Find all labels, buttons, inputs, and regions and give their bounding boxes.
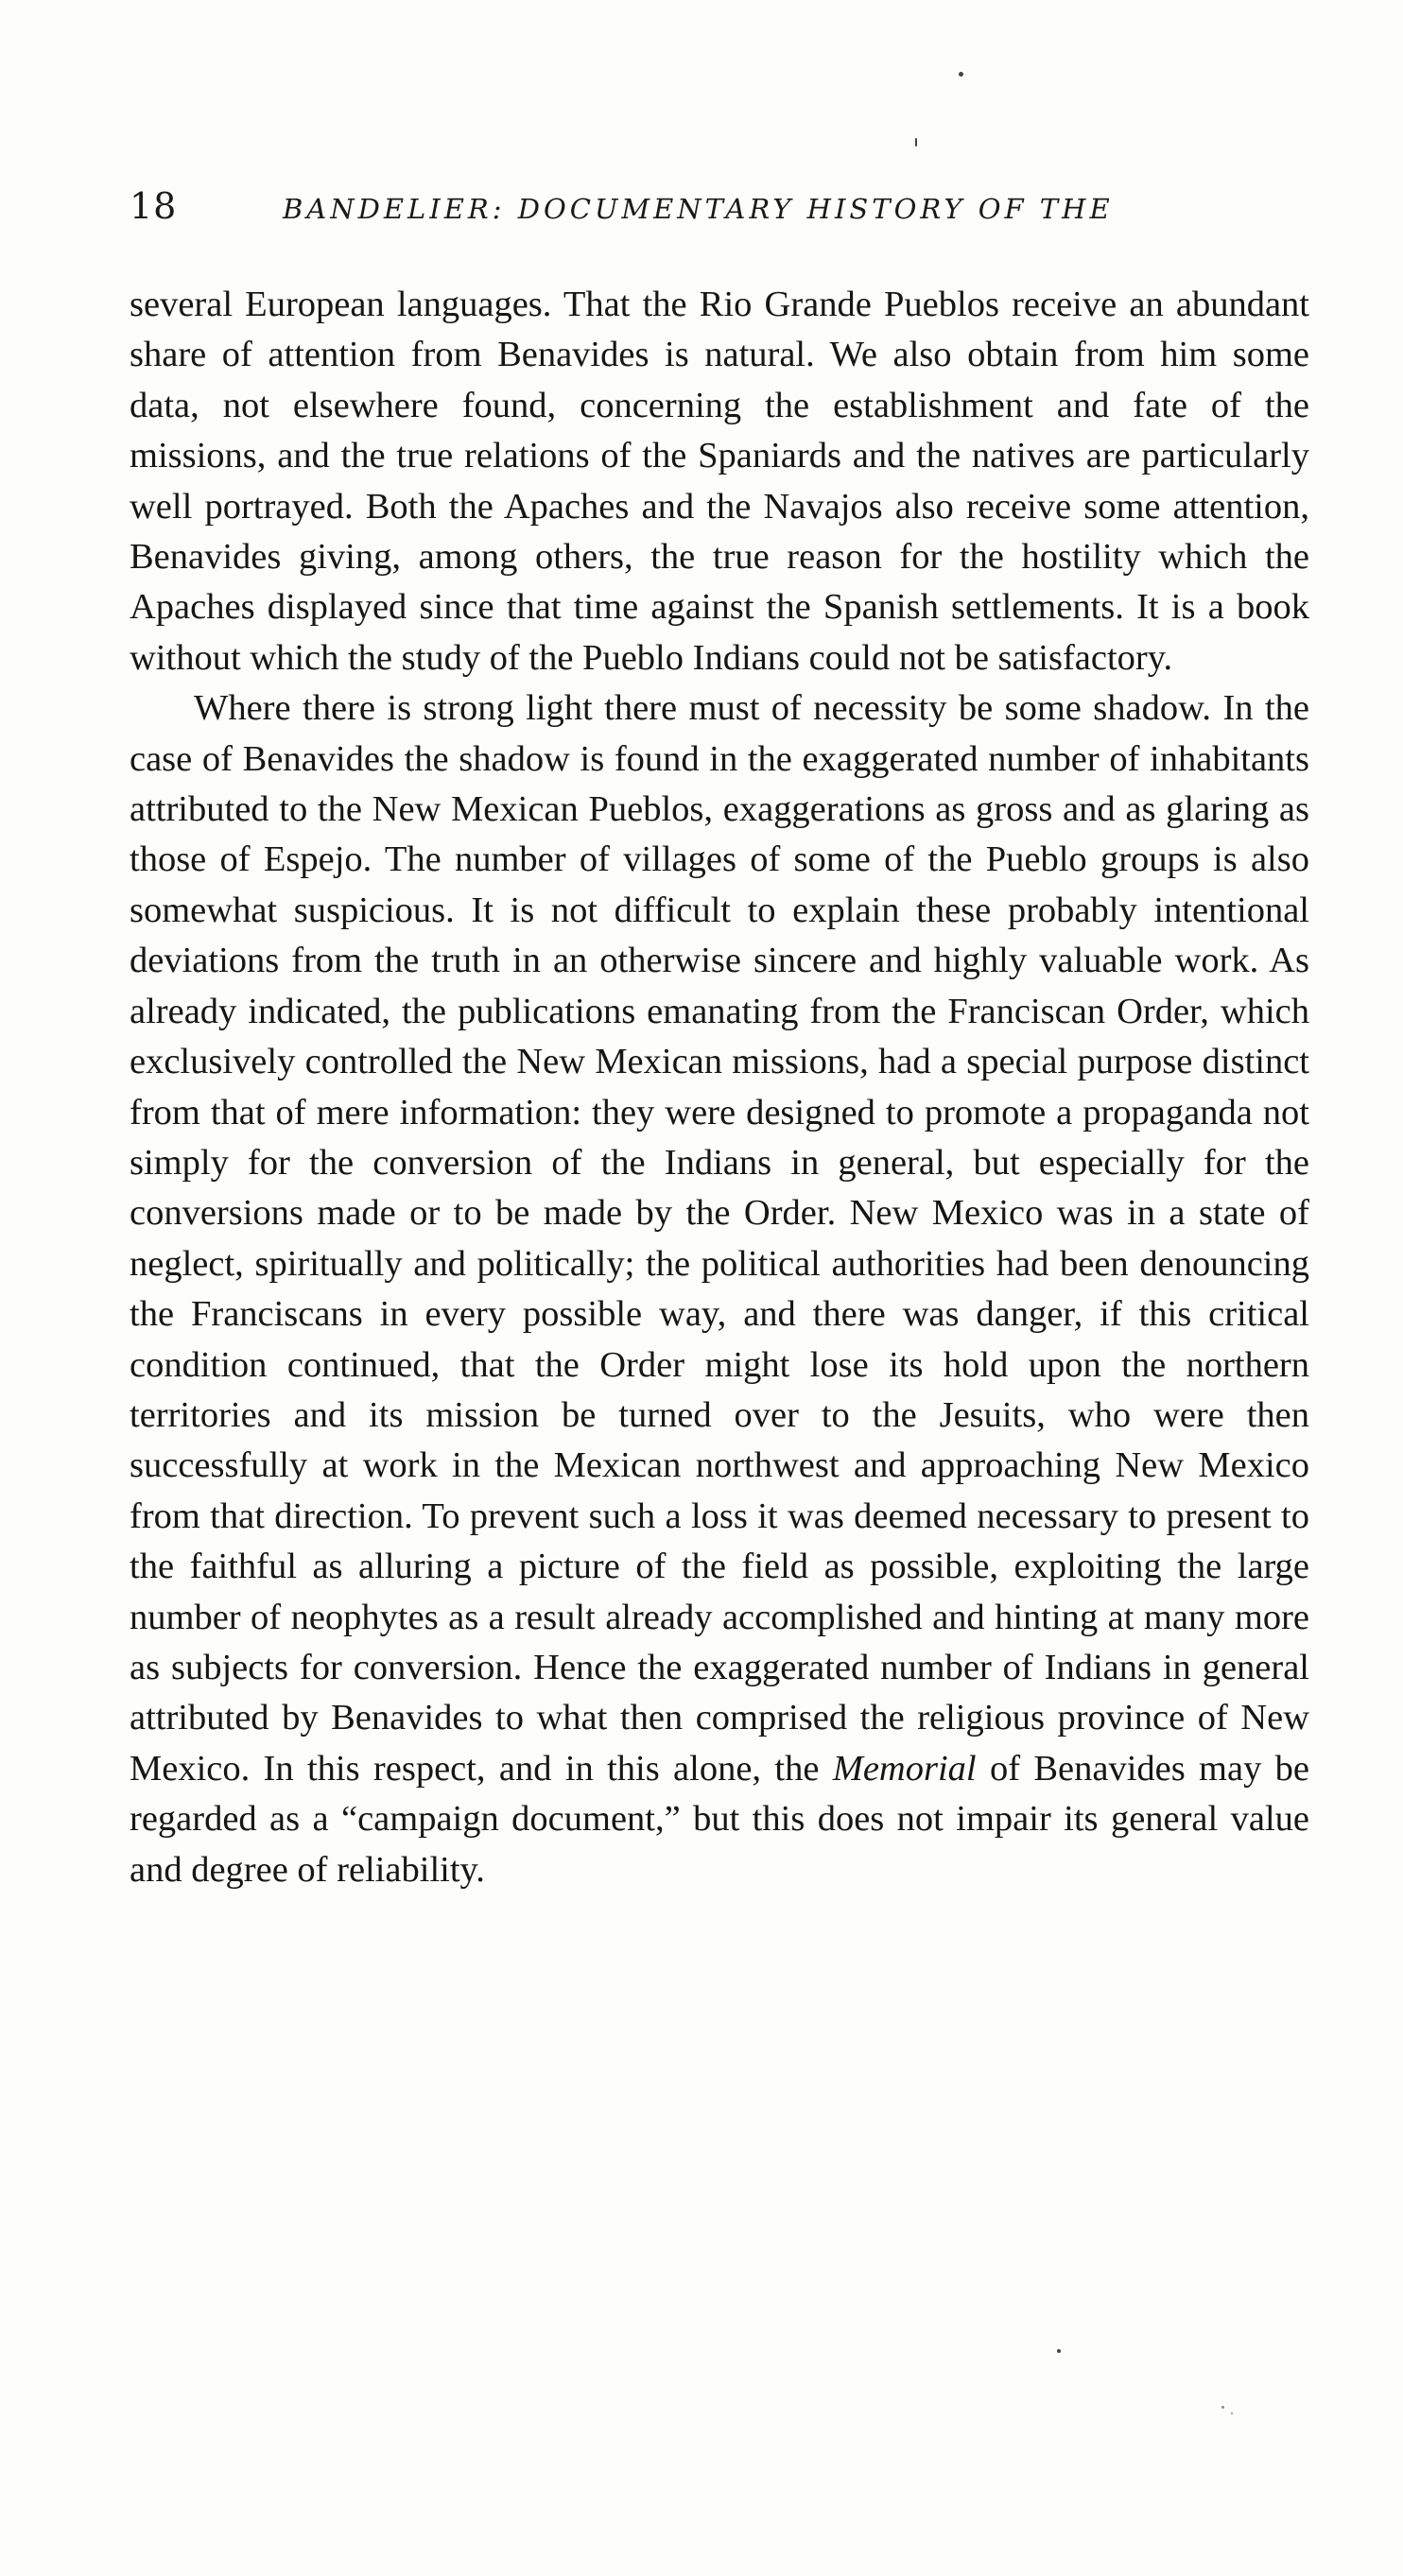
print-speck — [1057, 2349, 1061, 2353]
paragraph — [130, 683, 1309, 1895]
print-speck — [1221, 2406, 1224, 2409]
paragraph-text: of Benavides may be regarded as a “campaign document,” but this does not impair its general value and degree of reliability. — [130, 1748, 1310, 1890]
print-speck — [915, 138, 917, 147]
page-header — [130, 185, 1169, 242]
paragraph: several European languages. That the Rio Grande Pueblos receive an abundant share of attention from Benavides is natural. We also obtain from him some data, not elsewhere found, concerning the establishment and fate of the missions, and the true relations of the Spaniards and the natives are particularly well portrayed. Both the Apaches and the Navajos also receive some attention, Benavides giving, among others, the true reason for the hostility which the Apaches displayed since that time against the Spanish settlements. It is a book without which the study of the Pueblo Indians could not be satisfactory. — [130, 285, 1309, 678]
page-number: 18 — [130, 185, 178, 227]
paragraph-text: Where there is strong light there must of necessity be some shadow. In the case of Benavides the shadow is found in the exaggerated number of inhabitants attributed to the New Mexican Pueblos, exaggerations as gross and as glaring as those of Espejo. The number of villages of some of the Pueblo groups is also somewhat suspicious. It is not difficult to explain these probably intentional deviations from the truth in an otherwise sincere and highly valuable work. As already indicated, the publications emanating from the Franciscan Order, which exclusively controlled the New Mexican missions, had a special purpose distinct from that of mere information: they were designed to promote a propaganda not simply for the conversion of the Indians in general, but especially for the conversions made or to be made by the Order. New Mexico was in a state of neglect, spiritually and politically; the political authorities had been denouncing the Franciscans in every possible way, and there was danger, if this critical condition continued, that the Order might lose its hold upon the northern territories and its mission be turned over to the Jesuits, who were then successfully at work in the Mexican northwest and approaching New Mexico from that direction. To prevent such a loss it was deemed necessary to present to the faithful as alluring a picture of the field as possible, exploiting the large number of neophytes as a result already accomplished and hinting at many more as subjects for conversion. Hence the exaggerated number of Indians in general attributed by Benavides to what then comprised the religious province of New Mexico. In this respect, and in this alone, the — [130, 688, 1309, 1789]
italic-title: Memorial — [832, 1748, 977, 1789]
body-text — [130, 280, 1309, 1895]
print-speck — [1231, 2412, 1233, 2414]
running-title: BANDELIER: DOCUMENTARY HISTORY OF THE — [283, 193, 1114, 225]
print-speck — [959, 72, 963, 77]
